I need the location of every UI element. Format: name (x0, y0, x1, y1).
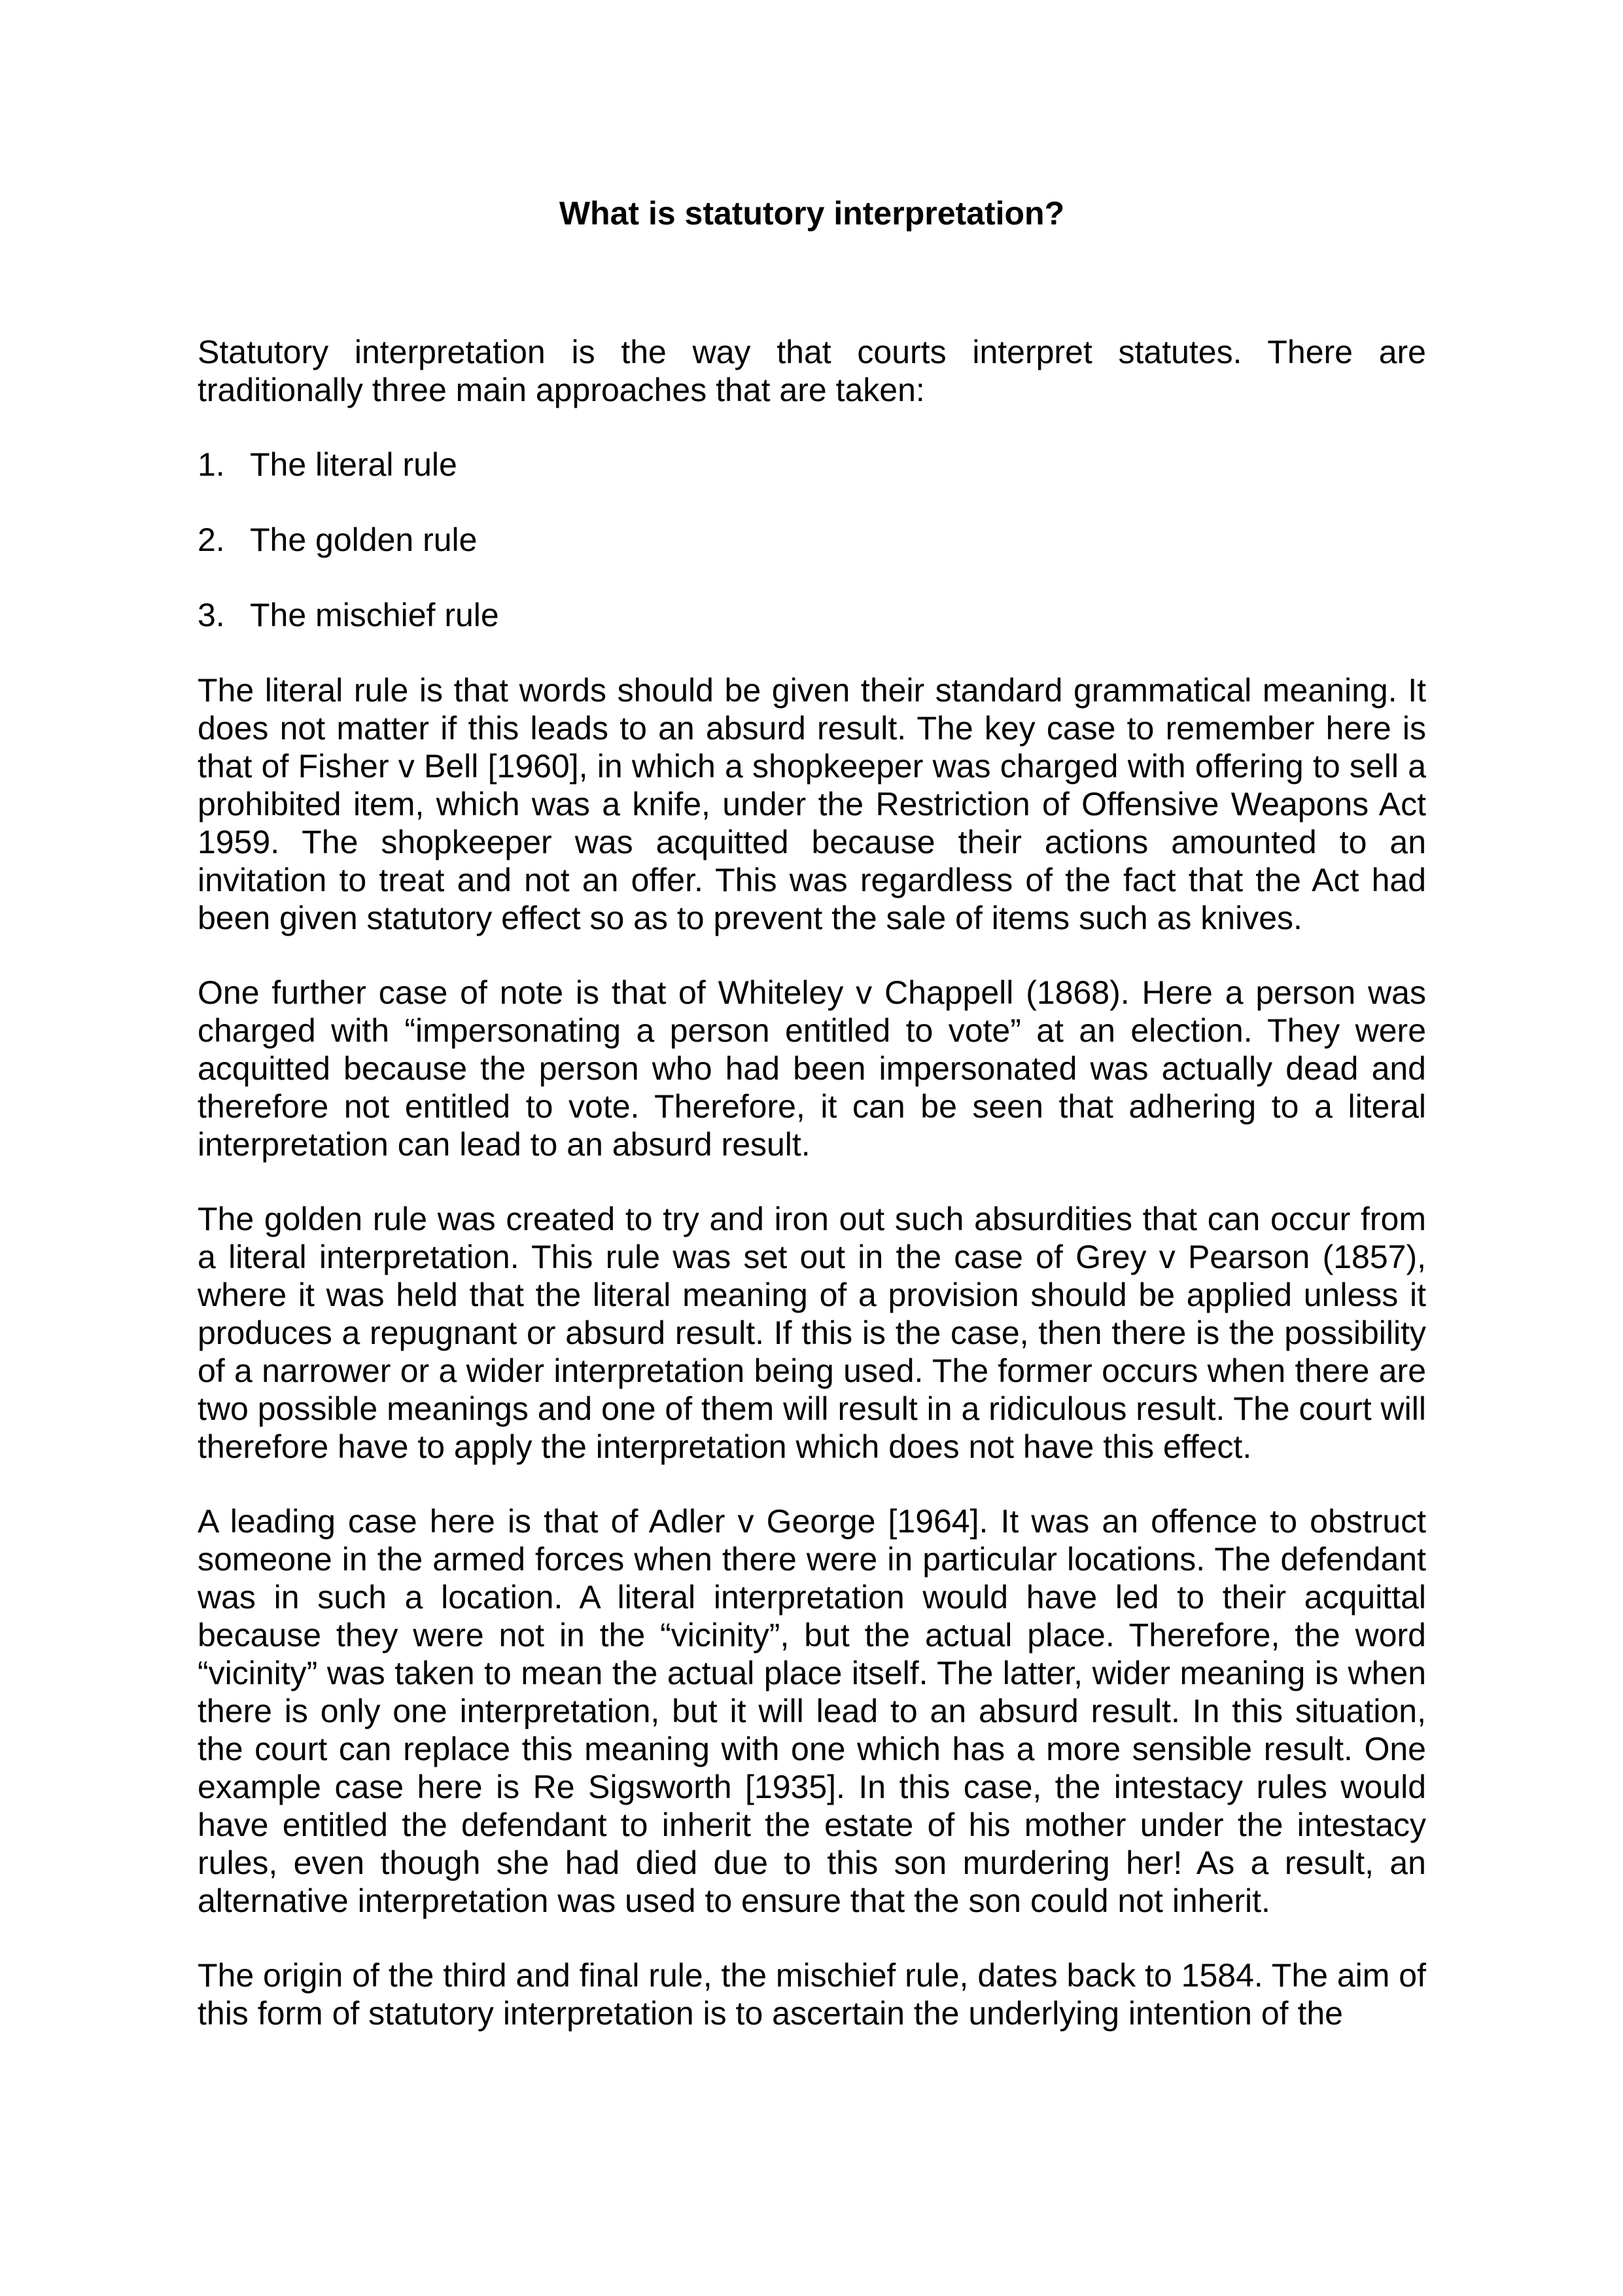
list-item-number: 3. (198, 597, 225, 633)
list-item-number: 2. (198, 521, 225, 558)
intro-paragraph: Statutory interpretation is the way that courts interpret statutes. There are traditionally three main approaches that are taken: (198, 334, 1426, 408)
list-item-label: The golden rule (250, 521, 478, 558)
list-item-golden-rule (198, 521, 1426, 559)
rules-list (198, 446, 1426, 634)
paragraph-golden-rule: The golden rule was created to try and iron out such absurdities that can occur from a literal interpretation. This rule was set out in the case of Grey v Pearson (1857), where it was held that the literal meaning of a provision should be applied unless it produces a repugnant or absurd result. If this is the case, then there is the possibility of a narrower or a wider interpretation being used. The former occurs when there are two possible meanings and one of them will result in a ridiculous result. The court will therefore have to apply the interpretation which does not have this effect. (198, 1201, 1426, 1465)
list-item-number: 1. (198, 446, 225, 483)
document-title: What is statutory interpretation? (559, 195, 1065, 232)
paragraph-whiteley-case: One further case of note is that of Whiteley v Chappell (1868). Here a person was charged with “impersonating a person entitled to vote” at an election. They were acquitted because the person who had been impersonated was actually dead and therefore not entitled to vote. Therefore, it can be seen that adhering to a literal interpretation can lead to an absurd result. (198, 974, 1426, 1163)
list-item-literal-rule (198, 446, 1426, 484)
list-item-mischief-rule (198, 596, 1426, 634)
list-item-label: The literal rule (250, 446, 457, 483)
list-item-label: The mischief rule (250, 597, 499, 633)
paragraph-mischief-rule: The origin of the third and final rule, the mischief rule, dates back to 1584. The aim of this form of statutory interpretation is to ascertain the underlying intention of the (198, 1957, 1426, 2032)
paragraph-adler-case: A leading case here is that of Adler v George [1964]. It was an offence to obstruct someone in the armed forces when there were in particular locations. The defendant was in such a location. A literal interpretation would have led to their acquittal because they were not in the “vicinity”, but the actual place. Therefore, the word “vicinity” was taken to mean the actual place itself. The latter, wider meaning is when there is only one interpretation, but it will lead to an absurd result. In this situation, the court can replace this meaning with one which has a more sensible result. One example case here is Re Sigsworth [1935]. In this case, the intestacy rules would have entitled the defendant to inherit the estate of his mother under the intestacy rules, even though she had died due to this son murdering her! As a result, an alternative interpretation was used to ensure that the son could not inherit. (198, 1503, 1426, 1919)
paragraph-literal-rule: The literal rule is that words should be given their standard grammatical meaning. It does not matter if this leads to an absurd result. The key case to remember here is that of Fisher v Bell [1960], in which a shopkeeper was charged with offering to sell a prohibited item, which was a knife, under the Restriction of Offensive Weapons Act 1959. The shopkeeper was acquitted because their actions amounted to an invitation to treat and not an offer. This was regardless of the fact that the Act had been given statutory effect so as to prevent the sale of items such as knives. (198, 672, 1426, 936)
